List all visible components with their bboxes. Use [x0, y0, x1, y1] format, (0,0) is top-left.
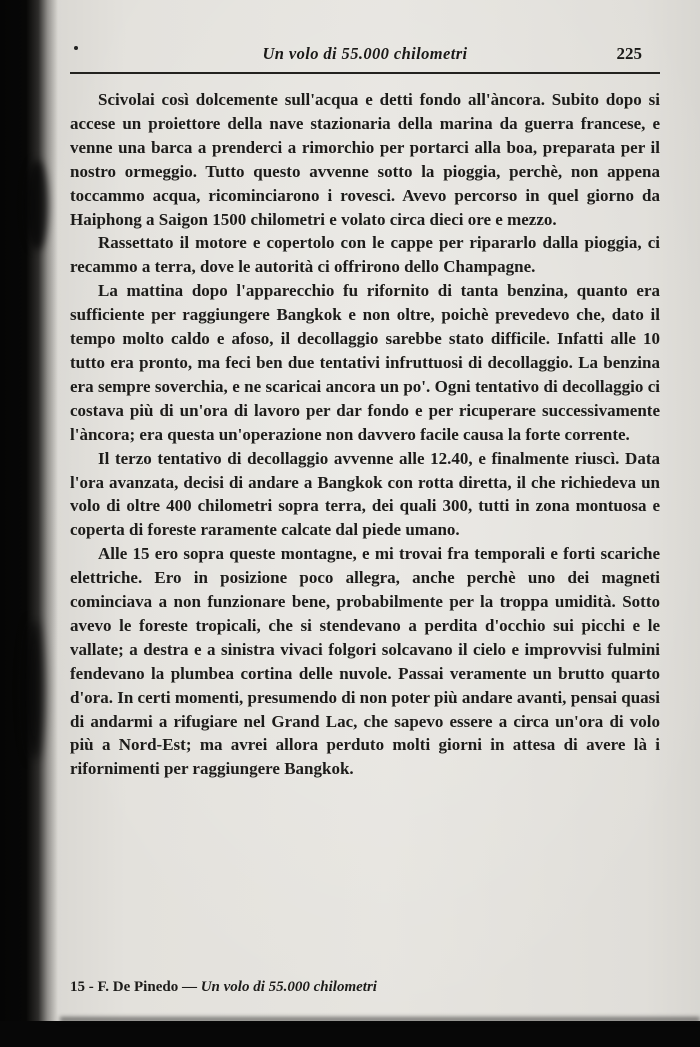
signature-line: [70, 979, 660, 996]
page-number: 225: [616, 44, 642, 63]
running-head: [70, 44, 660, 68]
binding-shadow-blob: [24, 620, 44, 760]
body-text: [70, 88, 660, 976]
paragraph: Alle 15 ero sopra queste montagne, e mi trovai fra temporali e forti scariche elettriche. Ero in posizione poco allegra, anche perchè uno dei magneti cominciava a non funzionare bene, probabilmente per la troppa umidità. Sotto avevo le foreste tropicali, che si stendevano a perdita d'occhio sui picchi e le vallate; a destra e a sinistra vivaci folgori solcavano il cielo e improvvisi fulmini fendevano la plumbea cortina delle nuvole. Passai veramente un brutto quarto d'ora. In certi momenti, presumendo di non poter più andare avanti, pensai quasi di andarmi a rifugiare nel Grand Lac, che sapevo essere a circa un'ora di volo più a Nord-Est; ma avrei allora perduto molti giorni in attesa di avere là i rifornimenti per raggiungere Bangkok.: [70, 544, 660, 779]
signature-prefix: 15 - F. De Pinedo —: [70, 979, 201, 995]
paragraph: La mattina dopo l'apparecchio fu rifornito di tanta benzina, quanto era sufficiente per raggiungere Bangkok e non oltre, poichè prevedevo che, dato il tempo molto caldo e afoso, il decollaggio sarebbe stato difficile. Infatti alle 10 tutto era pronto, ma feci ben due tentativi infruttuosi di decollaggio. La benzina era sempre soverchia, e ne scaricai ancora un po'. Ogni tentativo di decollaggio ci costava più di un'ora di lavoro per dar fondo e per ricuperare successivamente l'àncora; era questa un'operazione non davvero facile causa la forte corrente.: [70, 281, 660, 444]
binding-shadow-edge: [0, 0, 58, 1047]
bottom-scan-band: [0, 1021, 700, 1047]
signature-book-title: Un volo di 55.000 chilometri: [200, 979, 377, 995]
binding-shadow-blob: [26, 160, 48, 250]
paragraph: Scivolai così dolcemente sull'acqua e detti fondo all'àncora. Subito dopo si accese un proiettore della nave stazionaria della marina da guerra francese, e venne una barca a prenderci a rimorchio per portarci alla boa, preparata per il nostro ormeggio. Tutto questo avvenne sotto la pioggia, perchè, non appena toccammo acqua, ricominciarono i rovesci. Avevo percorso in quel giorno da Haiphong a Saigon 1500 chilometri e volato circa dieci ore e mezzo.: [70, 90, 660, 229]
header-rule: [70, 72, 660, 74]
paragraph: Il terzo tentativo di decollaggio avvenne alle 12.40, e finalmente riuscì. Data l'ora avanzata, decisi di andare a Bangkok con rotta diretta, il che richiedeva un volo di oltre 400 chilometri sopra terra, dei quali 300, tutti in zona montuosa e coperta di foreste raramente calcate dal piede umano.: [70, 448, 660, 540]
running-title: Un volo di 55.000 chilometri: [262, 44, 468, 63]
paragraph: Rassettato il motore e copertolo con le cappe per ripararlo dalla pioggia, ci recammo a terra, dove le autorità ci offrirono dello Champagne.: [70, 233, 660, 277]
